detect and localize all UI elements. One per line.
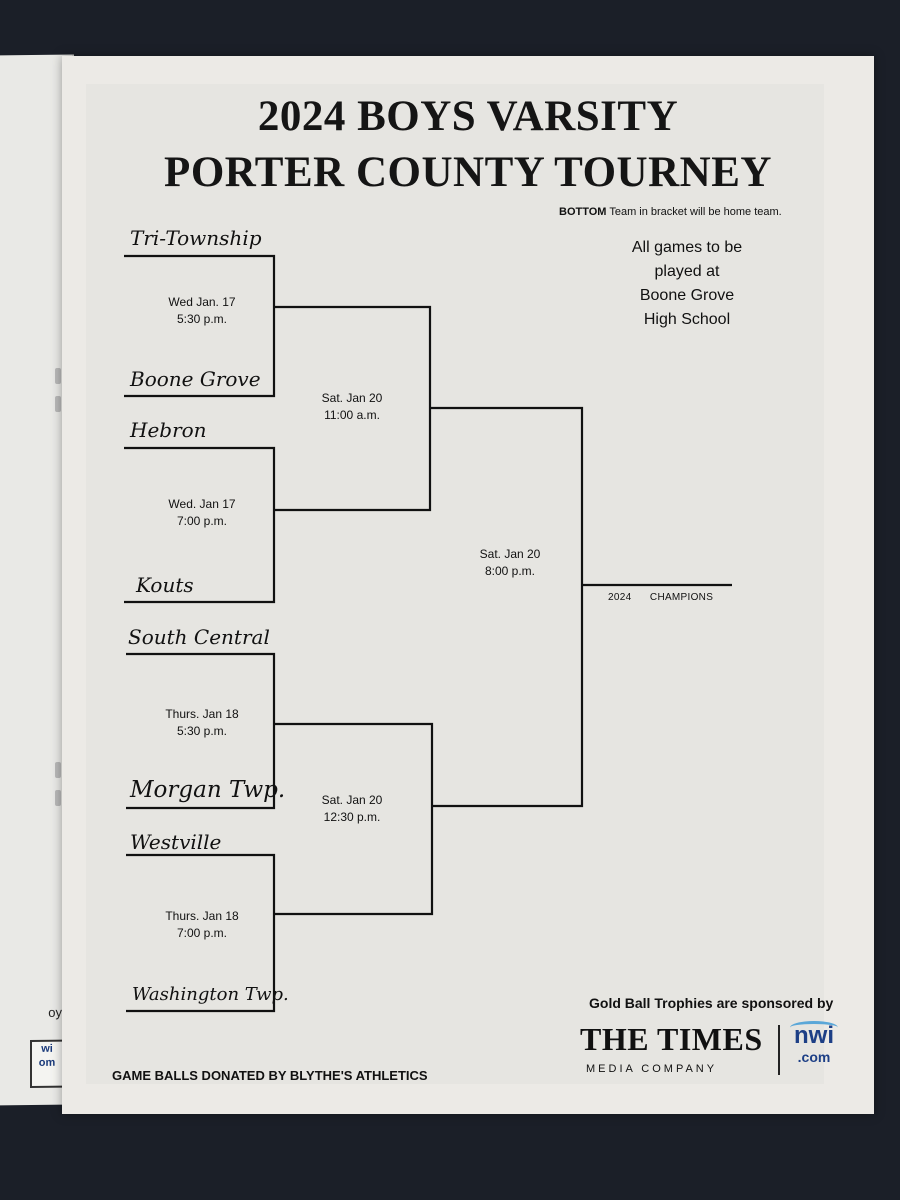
nwi-logo [786, 1023, 842, 1077]
venue-line: High School [643, 311, 731, 328]
left-page-logo-fragment [30, 1040, 64, 1088]
game-date: Thurs. Jan 18 [165, 707, 239, 721]
game-info [450, 546, 570, 580]
game-date: Sat. Jan 20 [321, 793, 383, 807]
game-time: 8:00 p.m. [484, 564, 536, 578]
staple-icon [55, 762, 61, 778]
times-logo-sub: MEDIA COMPANY [586, 1063, 718, 1075]
champion-label: 2024 CHAMPIONS [608, 592, 714, 603]
game-time: 5:30 p.m. [176, 312, 228, 326]
game-info [142, 496, 262, 530]
times-logo [580, 1021, 846, 1081]
home-team-note-text: Team in bracket will be home team. [609, 206, 782, 218]
game-date: Wed. Jan 17 [168, 497, 236, 511]
team-name: Boone Grove [130, 367, 261, 391]
times-logo-name: THE TIMES [580, 1021, 763, 1057]
team-name: Tri-Township [130, 226, 262, 250]
game-time: 11:00 a.m. [324, 408, 380, 422]
left-page-text-fragment: oy [48, 1004, 62, 1020]
nwi-logo-top: nwi [794, 1022, 834, 1049]
game-info [292, 390, 412, 424]
venue-line: All games to be [631, 239, 743, 256]
nwi-arc-icon [790, 1021, 838, 1034]
team-name: Westville [130, 830, 222, 854]
game-info [142, 908, 262, 942]
left-page-logo-top: wi [41, 1042, 53, 1055]
left-page-logo-bottom: om [38, 1056, 56, 1069]
game-info [142, 706, 262, 740]
game-time: 7:00 p.m. [176, 926, 228, 940]
staple-icon [55, 396, 61, 412]
team-name: Morgan Twp. [130, 777, 286, 803]
team-name: Washington Twp. [132, 984, 289, 1005]
page-title-line1: 2024 BOYS VARSITY [257, 93, 679, 140]
game-time: 7:00 p.m. [176, 514, 228, 528]
page-title-line2: PORTER COUNTY TOURNEY [164, 149, 772, 196]
game-date: Thurs. Jan 18 [165, 909, 239, 923]
staple-icon [55, 368, 61, 384]
home-team-note-bold: BOTTOM [559, 206, 607, 218]
game-info [292, 792, 412, 826]
game-time: 12:30 p.m. [323, 810, 381, 824]
game-balls-donated-note: GAME BALLS DONATED BY BLYTHE'S ATHLETICS [112, 1068, 428, 1083]
game-time: 5:30 p.m. [176, 724, 228, 738]
game-info [142, 294, 262, 328]
game-date: Sat. Jan 20 [321, 391, 383, 405]
logo-divider [778, 1025, 780, 1075]
sponsor-text: Gold Ball Trophies are sponsored by [589, 995, 834, 1011]
bracket-page [62, 56, 874, 1114]
staple-icon [55, 790, 61, 806]
bracket-line [430, 408, 582, 806]
venue-line: played at [654, 263, 720, 280]
game-date: Sat. Jan 20 [479, 547, 541, 561]
venue-line: Boone Grove [639, 287, 735, 304]
game-date: Wed Jan. 17 [168, 295, 236, 309]
nwi-logo-bottom: .com [797, 1049, 831, 1065]
team-name: South Central [128, 625, 270, 649]
team-name: Hebron [130, 418, 207, 442]
team-name: Kouts [136, 573, 194, 597]
